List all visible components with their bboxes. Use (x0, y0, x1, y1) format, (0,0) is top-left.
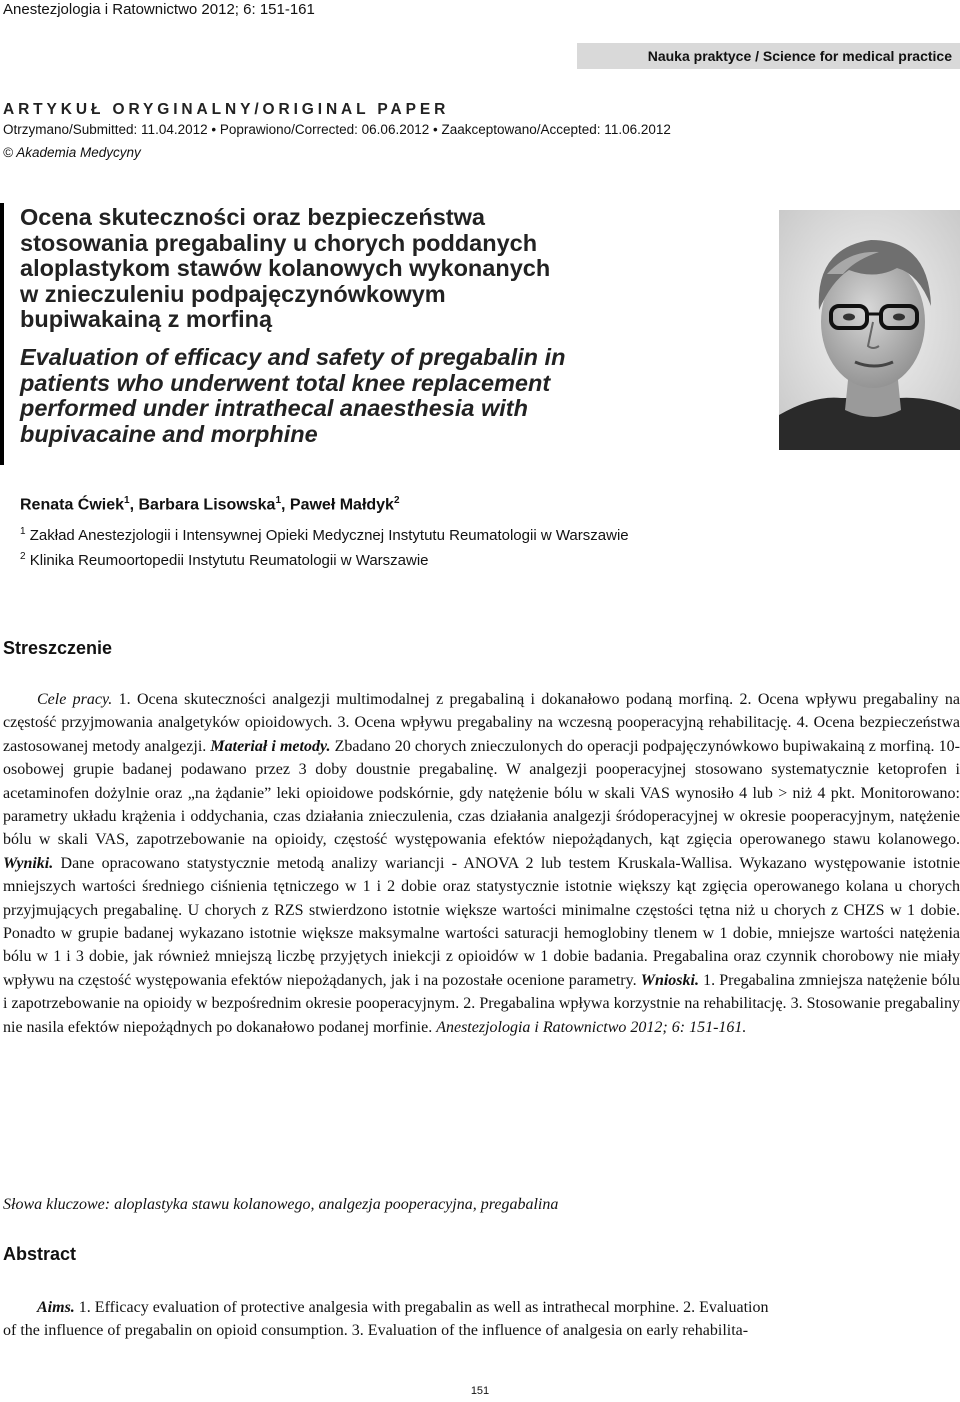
section-label-results: Wyniki. (3, 854, 54, 872)
keywords: Słowa kluczowe: aloplastyka stawu kolanowego, analgezja pooperacyjna, pregabalina (3, 1196, 559, 1213)
author-affiliation-mark: 1 (124, 495, 130, 506)
title-pl-line: aloplastykom stawów kolanowych wykonanych (20, 255, 551, 281)
article-type: ARTYKUŁ ORYGINALNY/ORIGINAL PAPER (3, 101, 450, 118)
aims-en-text: 1. Efficacy evaluation of protective analgesia with pregabalin as well as intrathecal morphine. 2. Evaluation (74, 1299, 769, 1316)
streszczenie-heading: Streszczenie (3, 638, 113, 658)
author-name: Barbara Lisowska (138, 496, 276, 514)
section-label-aims-en: Aims. (37, 1299, 75, 1316)
methods-text: Zbadano 20 chorych znieczulonych do operacji podpajęczynówkowo bupiwakainą z morfiną. 10-osobowej grupie badanej podawano przez 3 doby doustnie pregabalinę. W analgezji pooperacyjnej stosowano systematycznie ketoprofen i acetaminofen dożylnie oraz „na żądanie” leki opioidowe podskórnie, gdy natężenie bólu w skali VAS wynosiło 4 lub > niż 4 pkt. Monitorowano: parametry układu krążenia i oddychania, czas działania znieczulenia, czas działania analgezji śródoperacyjnej w okresie pooperacyjnym, natężenie bólu w skali VAS, zapotrzebowanie na opioidy, częstość występowania efektów niepożądanych, kąt zgięcia operowanego stawu kolanowego. (3, 737, 960, 849)
author-name: Paweł Małdyk (289, 496, 394, 514)
title-pl-line: stosowania pregabaliny u chorych poddanych (20, 229, 538, 256)
citation-text: Anestezjologia i Ratownictwo 2012; 6: 151-161. (436, 1018, 747, 1036)
copyright-holder: Akademia Medycyny (16, 145, 141, 160)
journal-citation: Anestezjologia i Ratownictwo 2012; 6: 151-161 (3, 1, 315, 18)
title-en-line: bupivacaine and morphine (20, 420, 318, 447)
section-label-methods: Materiał i metody. (210, 737, 331, 755)
copyright-icon: © (3, 145, 13, 160)
affiliation (20, 551, 429, 569)
section-label-conclusions: Wnioski. (640, 971, 699, 989)
title-en-line: performed under intrathecal anaesthesia with (20, 395, 528, 421)
section-label-aims: Cele pracy. (37, 691, 113, 708)
affiliation (20, 526, 629, 544)
title-polish (20, 205, 550, 333)
copyright-line (3, 145, 141, 160)
abstract-english (3, 1296, 960, 1343)
title-en-line: patients who underwent total knee replacement (20, 369, 551, 396)
title-pl-line: w znieczuleniu podpajęczynówkowym (20, 280, 446, 307)
title-pl-line: bupiwakainą z morfiną (20, 306, 273, 332)
affiliation-text: Zakład Anestezjologii i Intensywnej Opieki Medycznej Instytutu Reumatologii w Warszawie (29, 527, 629, 544)
page-number: 151 (470, 1385, 490, 1397)
title-en-line: Evaluation of efficacy and safety of pregabalin in (20, 344, 566, 370)
abstract-line (3, 1296, 960, 1319)
results-text: Dane opracowano statystycznie metodą analizy wariancji - ANOVA 2 lub testem Kruskala-Wallisa. Wykazano występowanie istotnie mniejszych wartości średniego ciśnienia tętniczego w 1 i 2 dobie oraz statystycznie istotnie większy kąt zgięcia operowanego kolana u chorych przyjmujących pregabalinę. U chorych z RZS stwierdzono istotnie większe wartości minimalne częstości tętna niż u chorych z CHZS w 1 dobie. Ponadto w grupie badanej wykazano istotnie większe maksymalne wartości saturacji hemoglobiny tlenem w 1 dobie, mniejsze wartości natężenia bólu w 1 i 3 dobie, jak również mniejszą liczbę przyjętych iniekcji z opioidów w 1 dobie badania. Pregabalina oraz czynnik chorobowy nie miały wpływu na częstość występowania efektów niepożądanych, jak i na pozostałe ocenione parametry. (3, 854, 960, 989)
author-affiliation-mark: 1 (275, 495, 282, 506)
affiliation-text: Klinika Reumoortopedii Instytutu Reumatologii w Warszawie (29, 552, 429, 569)
affiliation-number: 1 (20, 526, 26, 537)
abstract-line: of the influence of pregabalin on opioid consumption. 3. Evaluation of the influence of analgesia on early rehabilita- (3, 1322, 749, 1340)
author-separator: , (129, 496, 139, 514)
author-name: Renata Ćwiek (20, 496, 125, 514)
author-separator: , (281, 496, 290, 514)
author-portrait-icon (779, 210, 960, 450)
title-english (20, 345, 565, 447)
abstract-heading: Abstract (3, 1244, 77, 1264)
conclusions-text: 1. Pregabalina zmniejsza natężenie bólu i zapotrzebowanie na opioidy w bezpośrednim okresie pooperacyjnym. 2. Pregabalina wpływa korzystnie na rehabilitację. 3. Stosowanie pregabaliny nie nasila efektów niepożądnych po dokanałowo podanej morfinie. (3, 971, 960, 1036)
author-list (20, 495, 400, 514)
abstract-polish (3, 688, 960, 1039)
aims-text: 1. Ocena skuteczności analgezji multimodalnej z pregabaliną i dokanałowo podaną morfiną. 2. Ocena wpływu pregabaliny na częstość przyjmowania analgetyków opioidowych. 3. Ocena wpływu pregabaliny na wczesną pooperacyjną rehabilitację. 4. Ocena bezpieczeństwa zastosowanej metody analgezji. (3, 691, 960, 755)
article-dates: Otrzymano/Submitted: 11.04.2012 • Poprawiono/Corrected: 06.06.2012 • Zaakceptowano/Accepted: 11.06.2012 (3, 122, 671, 137)
title-accent-bar (0, 203, 4, 465)
affiliation-number: 2 (20, 551, 26, 562)
title-pl-line: Ocena skuteczności oraz bezpieczeństwa (20, 204, 485, 230)
section-label: Nauka praktyce / Science for medical practice (577, 43, 960, 69)
author-affiliation-mark: 2 (393, 495, 400, 506)
